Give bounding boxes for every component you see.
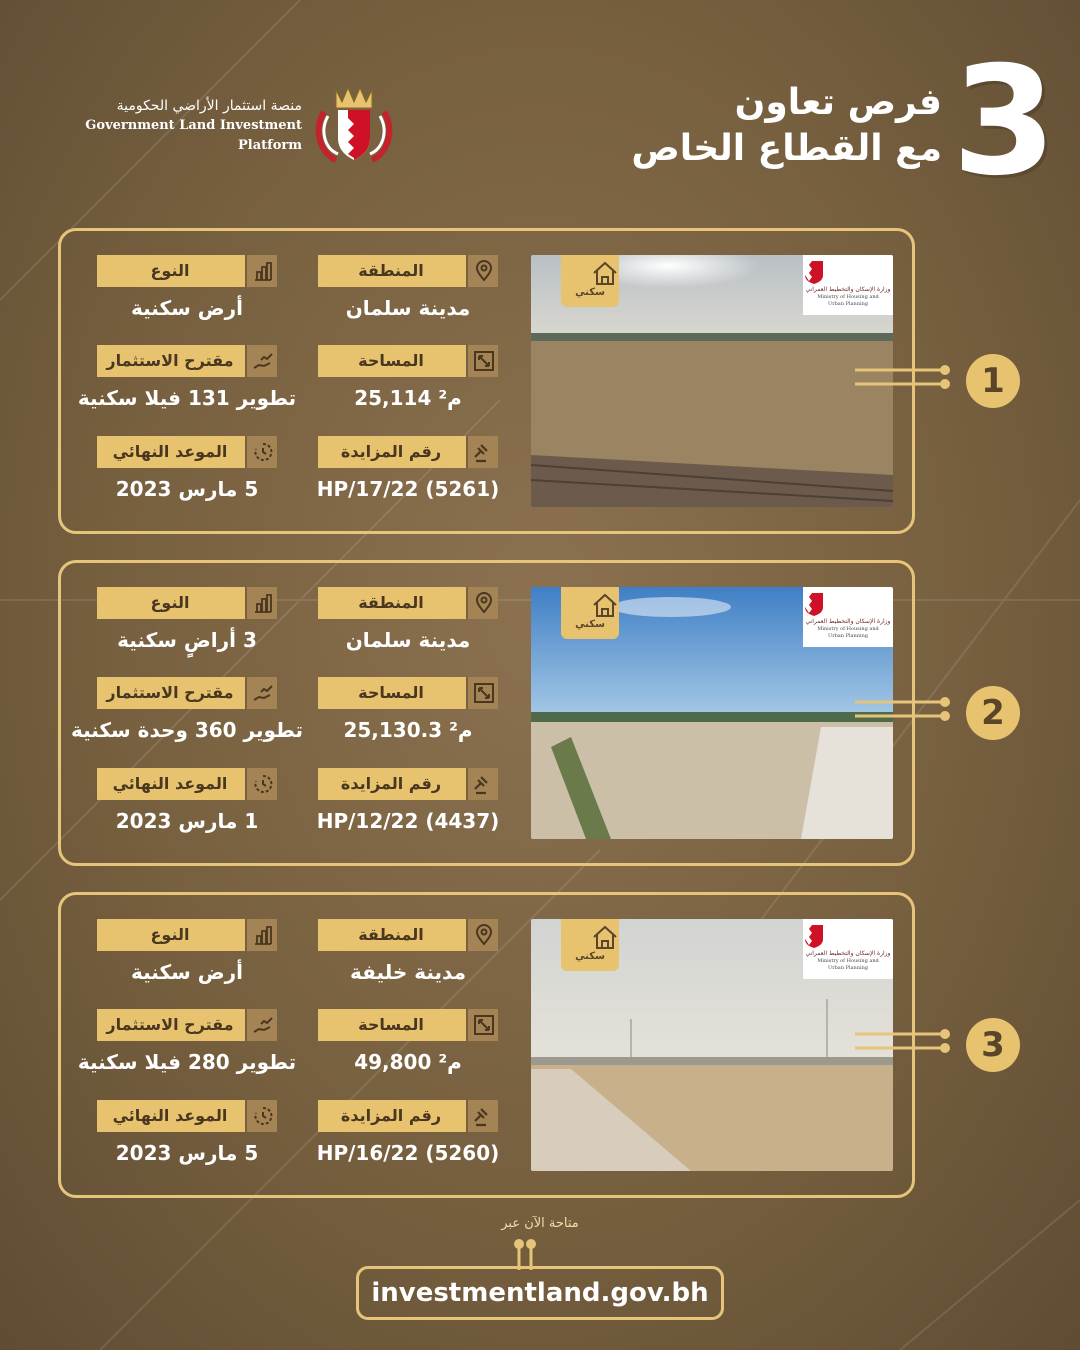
region-value: مدينة سلمان — [345, 296, 471, 320]
investment-hand-icon — [252, 682, 274, 704]
field-region: المنطقة مدينة سلمان — [318, 587, 498, 677]
title-line-1: فرص تعاون — [734, 82, 942, 123]
building-icon — [252, 260, 274, 282]
deadline-value: 5 مارس 2023 — [115, 1141, 259, 1165]
building-icon — [252, 592, 274, 614]
field-region: المنطقة مدينة سلمان — [318, 255, 498, 345]
land-photo-3 — [531, 919, 893, 1171]
platform-name — [20, 96, 302, 156]
region-value: مدينة خليفة — [350, 960, 466, 984]
residential-badge-3: سكني — [561, 919, 619, 971]
ministry-emblem-icon — [803, 259, 825, 285]
clock-icon — [252, 773, 274, 795]
clock-icon — [252, 1105, 274, 1127]
platform-name-en: Government Land Investment Platform — [85, 118, 302, 153]
type-value: أرض سكنية — [131, 960, 243, 984]
field-deadline: الموعد النهائي 1 مارس 2023 — [97, 768, 277, 858]
building-icon — [252, 924, 274, 946]
ministry-emblem-icon — [803, 591, 825, 617]
field-type: النوع 3 أراضٍ سكنية — [97, 587, 277, 677]
field-auction: رقم المزايدة HP/12/22 (4437) — [318, 768, 498, 858]
ministry-emblem-icon — [803, 923, 825, 949]
investment-value: تطوير 131 فيلا سكنية — [77, 386, 297, 410]
land-photo-2 — [531, 587, 893, 839]
card-number-1: 1 — [966, 354, 1020, 408]
type-value: 3 أراضٍ سكنية — [117, 628, 257, 652]
footer-connector — [505, 1236, 545, 1270]
house-icon — [591, 259, 619, 287]
page-title — [562, 80, 942, 172]
investment-value: تطوير 360 وحدة سكنية — [70, 718, 304, 742]
house-icon — [591, 923, 619, 951]
opportunity-card-1 — [58, 228, 915, 534]
field-area: المساحة 25,114 م² — [318, 345, 498, 435]
deadline-value: 5 مارس 2023 — [115, 477, 259, 501]
field-type: النوع أرض سكنية — [97, 919, 277, 1009]
platform-name-ar: منصة استثمار الأراضي الحكومية — [116, 98, 302, 114]
card-number-2: 2 — [966, 686, 1020, 740]
investment-value: تطوير 280 فيلا سكنية — [77, 1050, 297, 1074]
available-via-text: متاحة الآن عبر — [501, 1216, 579, 1231]
residential-badge-2: سكني — [561, 587, 619, 639]
investment-hand-icon — [252, 350, 274, 372]
headline-number: 3 — [952, 35, 1057, 209]
resize-icon — [473, 682, 495, 704]
field-deadline: الموعد النهائي 5 مارس 2023 — [97, 1100, 277, 1190]
auction-value: HP/16/22 (5260) — [316, 1141, 500, 1165]
gavel-icon — [473, 441, 495, 463]
bahrain-emblem-icon — [314, 82, 394, 164]
resize-icon — [473, 1014, 495, 1036]
area-value: 49,800 م² — [354, 1050, 462, 1074]
house-icon — [591, 591, 619, 619]
connector-2 — [855, 692, 965, 728]
field-area: المساحة 25,130.3 م² — [318, 677, 498, 767]
field-area: المساحة 49,800 م² — [318, 1009, 498, 1099]
auction-value: HP/12/22 (4437) — [316, 809, 500, 833]
land-photo-1 — [531, 255, 893, 507]
gavel-icon — [473, 773, 495, 795]
field-auction: رقم المزايدة HP/17/22 (5261) — [318, 436, 498, 526]
website-link[interactable]: investmentland.gov.bh — [356, 1266, 724, 1320]
deadline-value: 1 مارس 2023 — [115, 809, 259, 833]
ministry-logo-3: وزارة الإسكان والتخطيط العمراني Ministry of Housing and Urban Planning — [803, 919, 893, 979]
area-value: 25,114 م² — [354, 386, 462, 410]
field-region: المنطقة مدينة خليفة — [318, 919, 498, 1009]
type-value: أرض سكنية — [131, 296, 243, 320]
connector-1 — [855, 360, 965, 396]
area-value: 25,130.3 م² — [343, 718, 473, 742]
location-pin-icon — [473, 592, 495, 614]
ministry-logo-1: وزارة الإسكان والتخطيط العمراني Ministry of Housing and Urban Planning — [803, 255, 893, 315]
opportunity-card-3 — [58, 892, 915, 1198]
location-pin-icon — [473, 260, 495, 282]
field-type: النوع أرض سكنية — [97, 255, 277, 345]
field-deadline: الموعد النهائي 5 مارس 2023 — [97, 436, 277, 526]
card-number-3: 3 — [966, 1018, 1020, 1072]
investment-hand-icon — [252, 1014, 274, 1036]
connector-3 — [855, 1024, 965, 1060]
region-value: مدينة سلمان — [345, 628, 471, 652]
clock-icon — [252, 441, 274, 463]
ministry-logo-2: وزارة الإسكان والتخطيط العمراني Ministry of Housing and Urban Planning — [803, 587, 893, 647]
field-auction: رقم المزايدة HP/16/22 (5260) — [318, 1100, 498, 1190]
opportunity-card-2 — [58, 560, 915, 866]
title-line-2: مع القطاع الخاص — [631, 128, 942, 169]
field-investment: مقترح الاستثمار تطوير 360 وحدة سكنية — [97, 677, 277, 767]
residential-badge-1: سكني — [561, 255, 619, 307]
resize-icon — [473, 350, 495, 372]
gavel-icon — [473, 1105, 495, 1127]
auction-value: HP/17/22 (5261) — [316, 477, 500, 501]
location-pin-icon — [473, 924, 495, 946]
field-investment: مقترح الاستثمار تطوير 280 فيلا سكنية — [97, 1009, 277, 1099]
field-investment: مقترح الاستثمار تطوير 131 فيلا سكنية — [97, 345, 277, 435]
